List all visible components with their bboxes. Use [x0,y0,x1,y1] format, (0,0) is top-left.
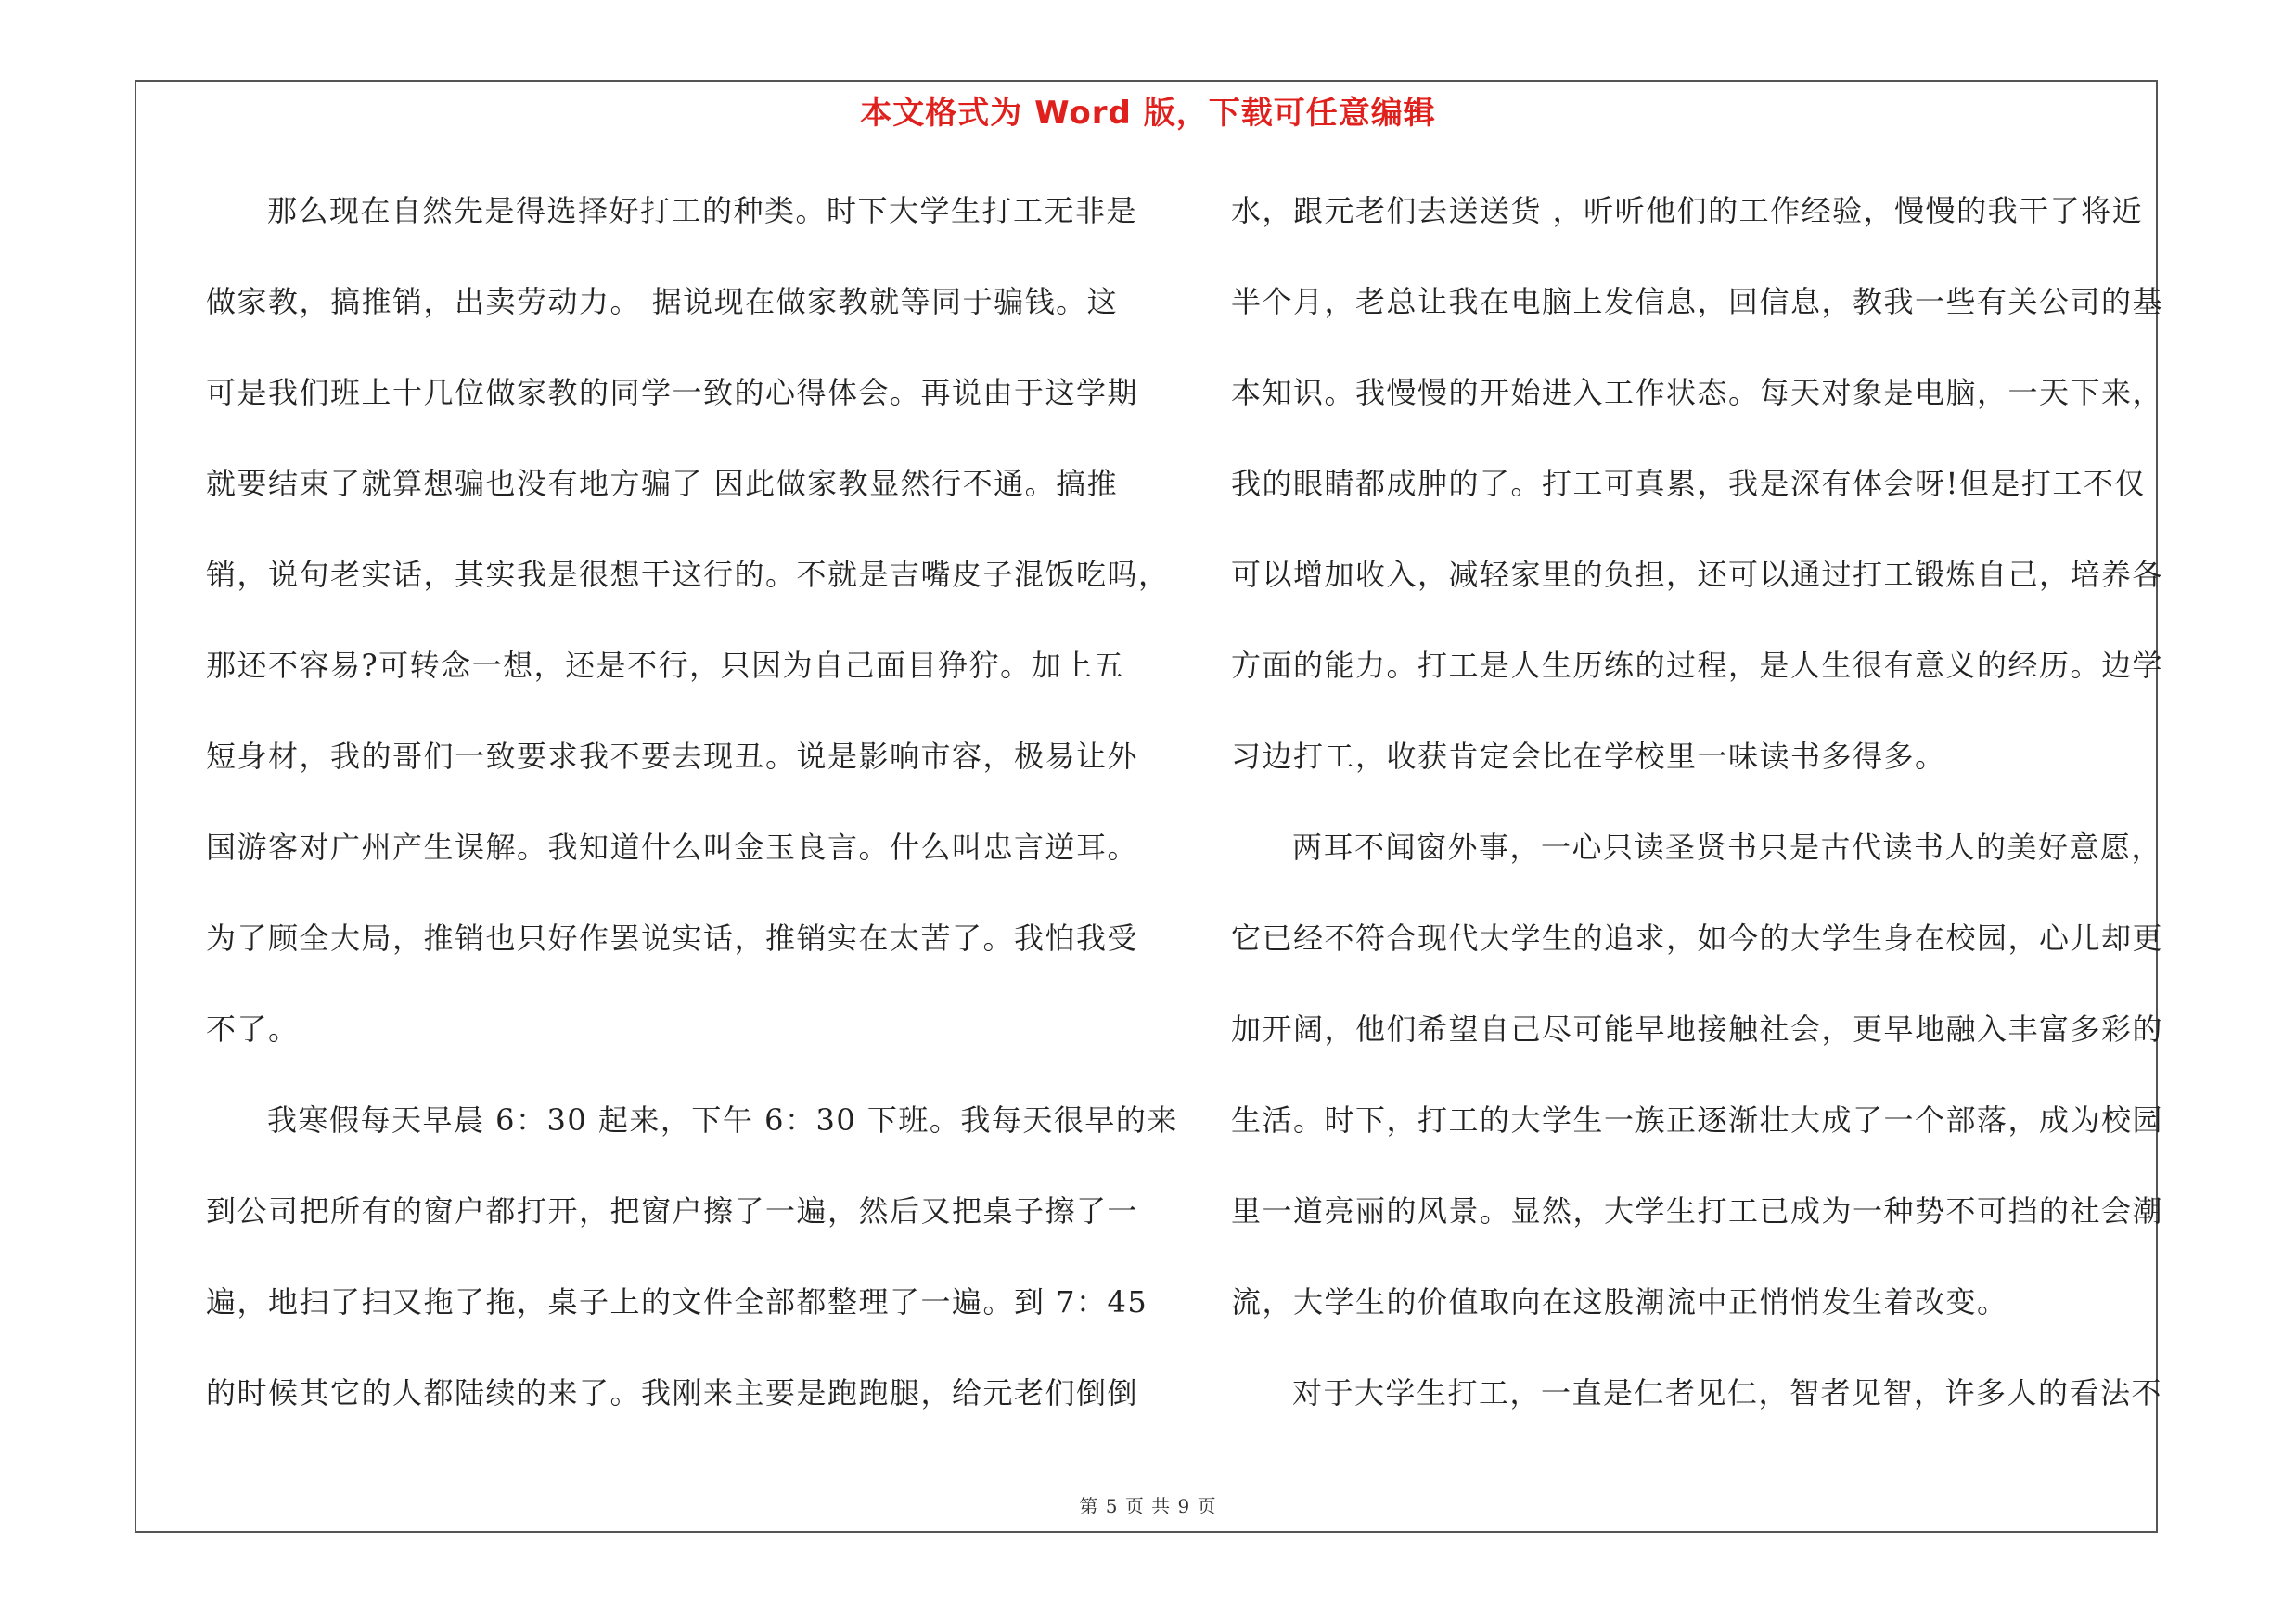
text-line: 我的眼睛都成肿的了。打工可真累，我是深有体会呀!但是打工不仅 [1231,466,2146,501]
text-line: 不了。 [206,1011,300,1047]
text-line: 习边打工，收获肯定会比在学校里一味读书多得多。 [1231,739,1946,774]
text-line: 的时候其它的人都陆续的来了。我刚来主要是跑跑腿，给元老们倒倒 [206,1375,1139,1410]
text-line: 遍，地扫了扫又拖了拖，桌子上的文件全部都整理了一遍。到 7：45 [206,1284,1148,1320]
text-line: 本知识。我慢慢的开始进入工作状态。每天对象是电脑，一天下来， [1231,375,2164,410]
text-line: 加开阔，他们希望自己尽可能早地接触社会，更早地融入丰富多彩的 [1231,1011,2164,1047]
format-banner: 本文格式为 Word 版，下载可任意编辑 [860,95,1436,132]
text-line: 短身材，我的哥们一致要求我不要去现丑。说是影响市容，极易让外 [206,739,1139,774]
text-line: 那么现在自然先是得选择好打工的种类。时下大学生打工无非是 [267,193,1138,228]
text-line: 可是我们班上十几位做家教的同学一致的心得体会。再说由于这学期 [206,375,1139,410]
text-line: 方面的能力。打工是人生历练的过程，是人生很有意义的经历。边学 [1231,648,2164,683]
text-line: 国游客对广州产生误解。我知道什么叫金玉良言。什么叫忠言逆耳。 [206,830,1139,865]
text-line: 水，跟元老们去送送货 ，听听他们的工作经验，慢慢的我干了将近 [1231,193,2144,228]
text-line: 两耳不闻窗外事，一心只读圣贤书只是古代读书人的美好意愿， [1292,830,2163,865]
text-line: 流，大学生的价值取向在这股潮流中正悄悄发生着改变。 [1231,1284,2008,1320]
text-line: 那还不容易?可转念一想，还是不行，只因为自己面目狰狞。加上五 [206,648,1125,683]
text-line: 可以增加收入，减轻家里的负担，还可以通过打工锻炼自己，培养各 [1231,557,2164,592]
page-number: 第 5 页 共 9 页 [1079,1495,1217,1517]
right-column [1231,181,2164,1454]
left-column [206,181,1178,1454]
text-line: 它已经不符合现代大学生的追求，如今的大学生身在校园，心儿却更 [1231,921,2164,956]
text-line: 销，说句老实话，其实我是很想干这行的。不就是吉嘴皮子混饭吃吗， [206,557,1170,592]
text-line: 做家教，搞推销，出卖劳动力。 据说现在做家教就等同于骗钱。这 [206,284,1119,319]
text-line: 为了顾全大局，推销也只好作罢说实话，推销实在太苦了。我怕我受 [206,921,1139,956]
text-line: 就要结束了就算想骗也没有地方骗了 因此做家教显然行不通。搞推 [206,466,1119,501]
text-line: 半个月，老总让我在电脑上发信息，回信息，教我一些有关公司的基 [1231,284,2164,319]
text-line: 里一道亮丽的风景。显然，大学生打工已成为一种势不可挡的社会潮 [1231,1193,2164,1229]
text-line: 生活。时下，打工的大学生一族正逐渐壮大成了一个部落，成为校园 [1231,1102,2164,1138]
text-line: 到公司把所有的窗户都打开，把窗户擦了一遍，然后又把桌子擦了一 [206,1193,1139,1229]
text-line: 对于大学生打工，一直是仁者见仁，智者见智，许多人的看法不 [1292,1375,2163,1410]
text-line: 我寒假每天早晨 6：30 起来，下午 6：30 下班。我每天很早的来 [267,1102,1178,1138]
